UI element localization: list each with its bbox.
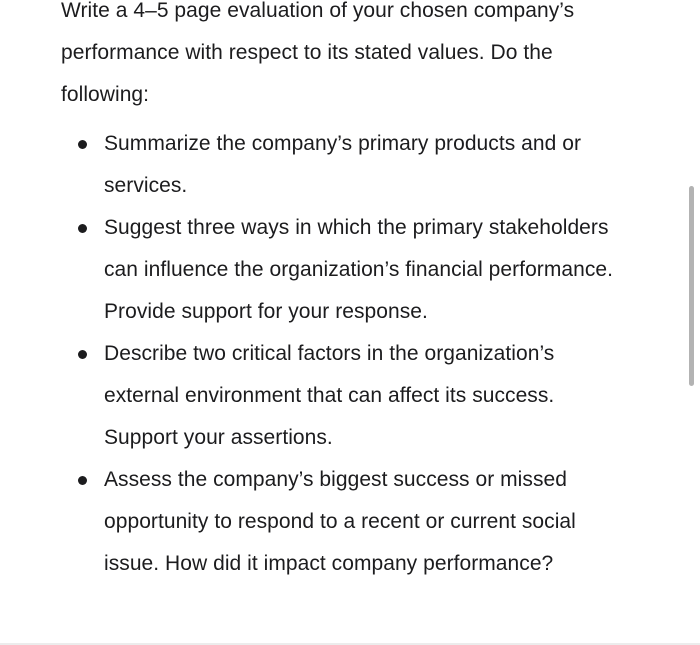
bullet-icon <box>78 140 87 149</box>
bullet-icon <box>78 476 87 485</box>
task-text: Assess the company’s biggest success or missed opportunity to respond to a recent or current social issue. How did it impact company performance? <box>104 468 576 575</box>
bullet-icon <box>78 224 87 233</box>
scrollbar-thumb[interactable] <box>689 186 694 386</box>
bullet-icon <box>78 350 87 359</box>
assignment-intro: Write a 4–5 page evaluation of your chosen company’s performance with respect to its stated values. Do the following: <box>61 0 575 106</box>
task-item-social-issue <box>0 459 619 585</box>
task-item-stakeholders <box>0 207 619 333</box>
task-text: Suggest three ways in which the primary stakeholders can influence the organization’s financial performance. Provide support for your response. <box>104 216 614 323</box>
task-text: Describe two critical factors in the organization’s external environment that can affect its success. Support your assertions. <box>104 342 555 449</box>
task-item-external-factors <box>0 333 619 459</box>
task-text: Summarize the company’s primary products and or services. <box>104 132 581 197</box>
task-item-summarize <box>0 123 619 207</box>
task-list <box>0 123 619 585</box>
